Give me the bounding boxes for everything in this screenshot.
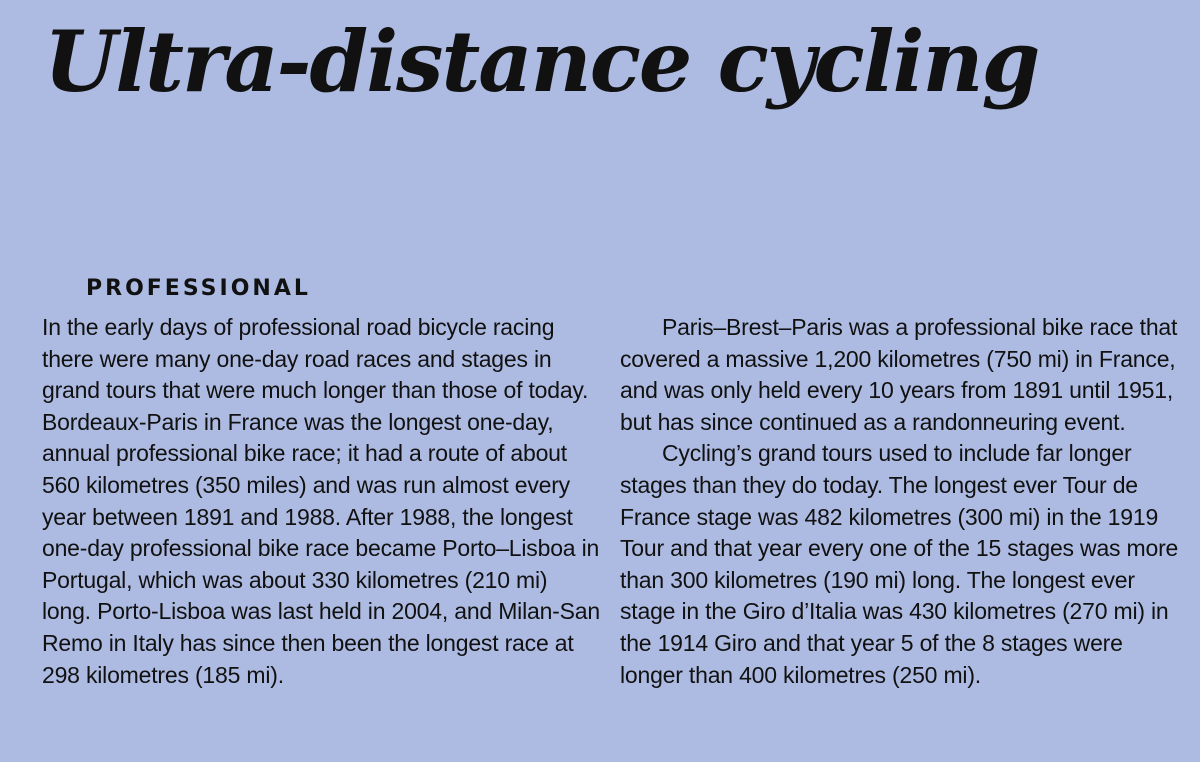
page-title: Ultra-distance cycling bbox=[44, 12, 1039, 111]
section-heading-professional: PROFESSIONAL bbox=[86, 276, 311, 301]
paragraph-right-1: Paris–Brest–Paris was a professional bike race that covered a massive 1,200 kilometres (750 mi) in France, and was only held every 10 years from 1891 until 1951, but has since continued as a randonneuring event. bbox=[620, 314, 1178, 435]
right-text-column bbox=[620, 312, 1180, 691]
left-text-column bbox=[42, 312, 602, 691]
paragraph-left-1: In the early days of professional road bicycle racing there were many one-day road races and stages in grand tours that were much longer than those of today. Bordeaux-Paris in France was the longest one-day, annual professional bike race; it had a route of about 560 kilometres (350 miles) and was run almost every year between 1891 and 1988. After 1988, the longest one-day professional bike race became Porto–Lisboa in Portugal, which was about 330 kilometres (210 mi) long. Porto-Lisboa was last held in 2004, and Milan-San Remo in Italy has since then been the longest race at 298 kilometres (185 mi). bbox=[42, 314, 600, 688]
paragraph-right-2: Cycling’s grand tours used to include far longer stages than they do today. The longest ever Tour de France stage was 482 kilometres (300 mi) in the 1919 Tour and that year every one of the 15 stages was more than 300 kilometres (190 mi) long. The longest ever stage in the Giro d’Italia was 430 kilometres (270 mi) in the 1914 Giro and that year 5 of the 8 stages were longer than 400 kilometres (250 mi). bbox=[620, 440, 1179, 688]
